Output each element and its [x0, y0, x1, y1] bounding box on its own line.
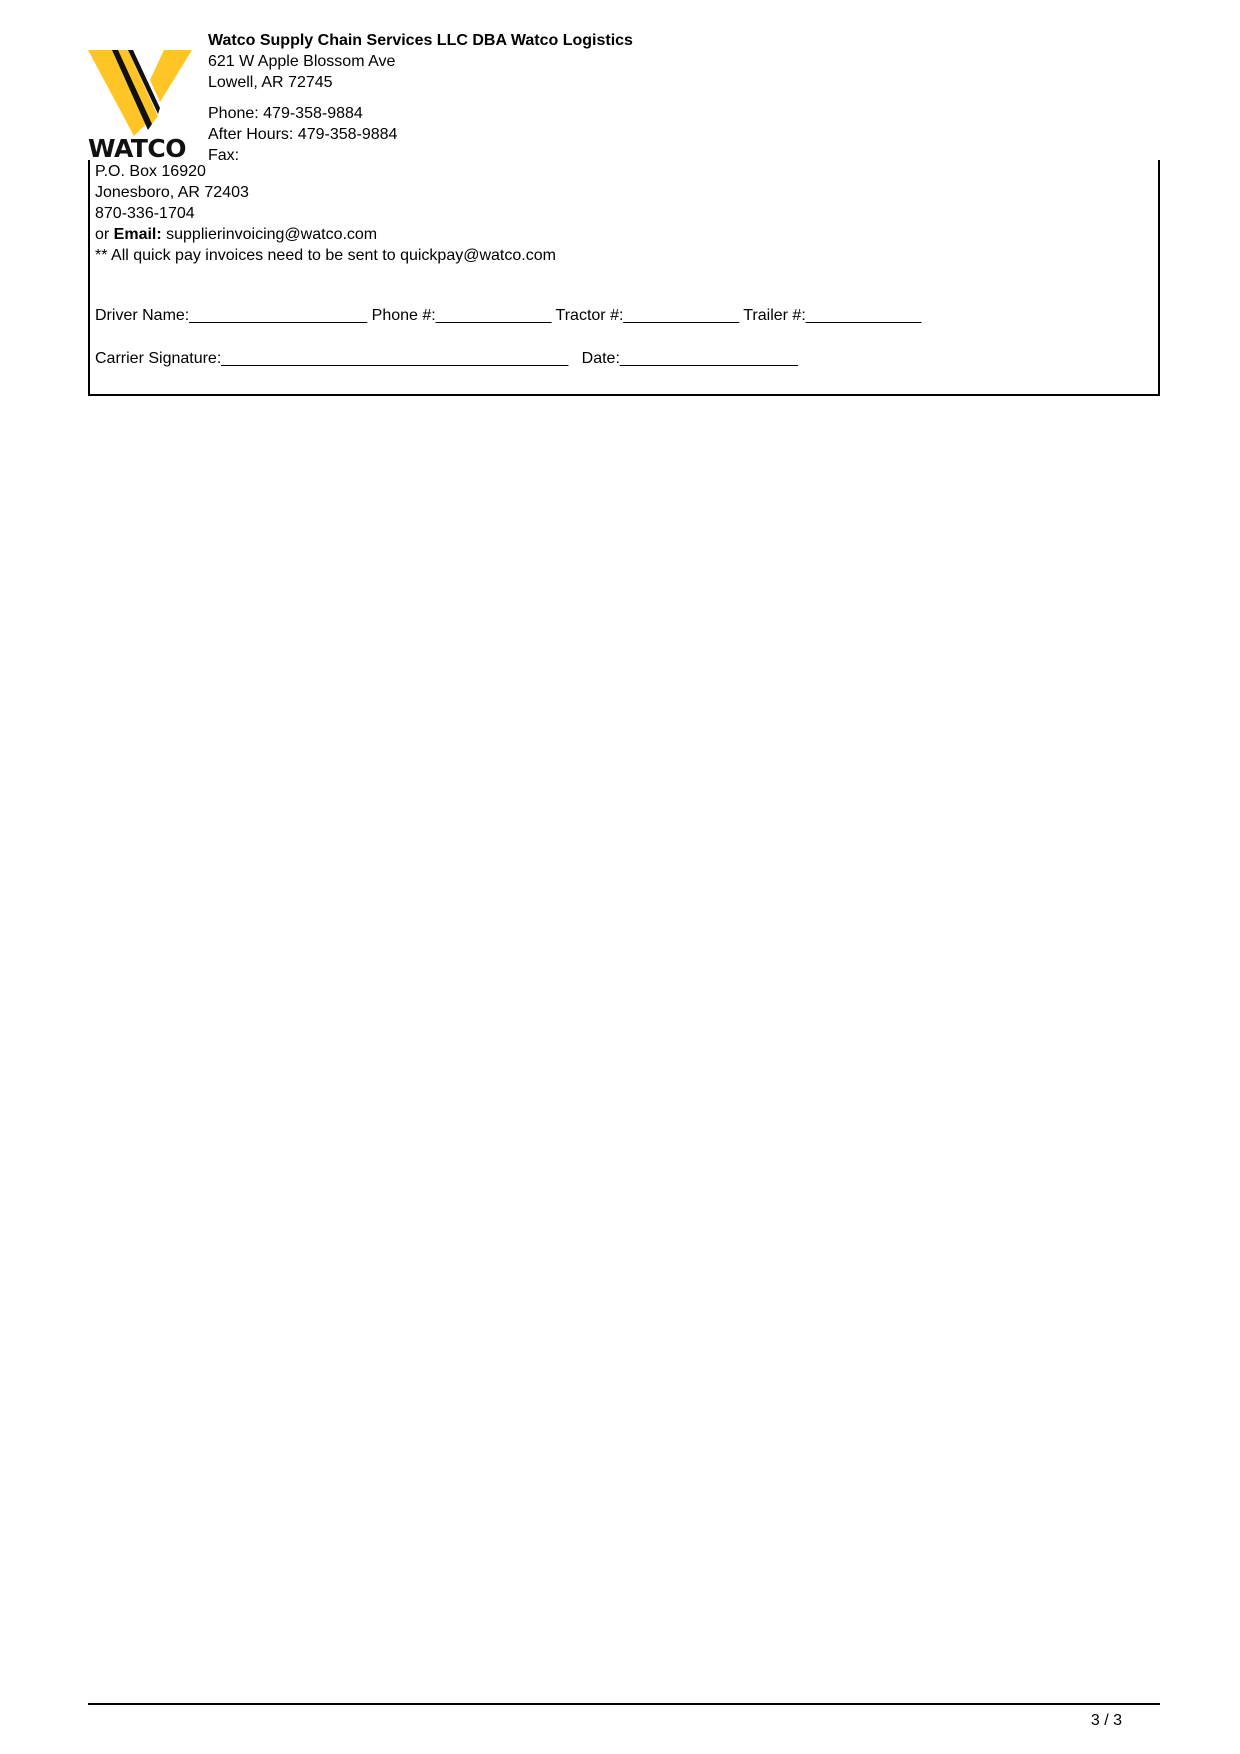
watco-logo — [88, 50, 192, 162]
company-phone: Phone: 479-358-9884 — [208, 105, 363, 122]
company-after-hours: After Hours: 479-358-9884 — [208, 126, 398, 143]
company-address-line1: 621 W Apple Blossom Ave — [208, 53, 396, 70]
page-number: 3 / 3 — [1090, 1712, 1122, 1729]
quickpay-note: ** All quick pay invoices need to be sent to quickpay@watco.com — [95, 247, 556, 264]
watco-w-mark-icon — [88, 50, 192, 136]
email-value: supplierinvoicing@watco.com — [161, 226, 378, 243]
remit-po-box: P.O. Box 16920 — [95, 163, 206, 180]
company-header — [208, 30, 633, 166]
remit-city: Jonesboro, AR 72403 — [95, 184, 249, 201]
company-fax: Fax: — [208, 147, 240, 164]
remit-address — [95, 161, 556, 266]
remit-phone: 870-336-1704 — [95, 205, 195, 222]
remit-email-line — [95, 224, 556, 245]
driver-info-line: Driver Name:____________________ Phone #:_____________ Tractor #:_____________ Trailer #:_____________ — [95, 307, 922, 324]
company-address-line2: Lowell, AR 72745 — [208, 74, 333, 91]
logo-wordmark: WATCO — [88, 134, 187, 163]
email-label: Email: — [113, 226, 162, 243]
footer-divider — [88, 1703, 1160, 1705]
email-prefix: or — [95, 226, 114, 243]
company-name: Watco Supply Chain Services LLC DBA Watco Logistics — [208, 32, 633, 49]
carrier-signature-line: Carrier Signature:_______________________________________ Date:____________________ — [95, 350, 798, 367]
